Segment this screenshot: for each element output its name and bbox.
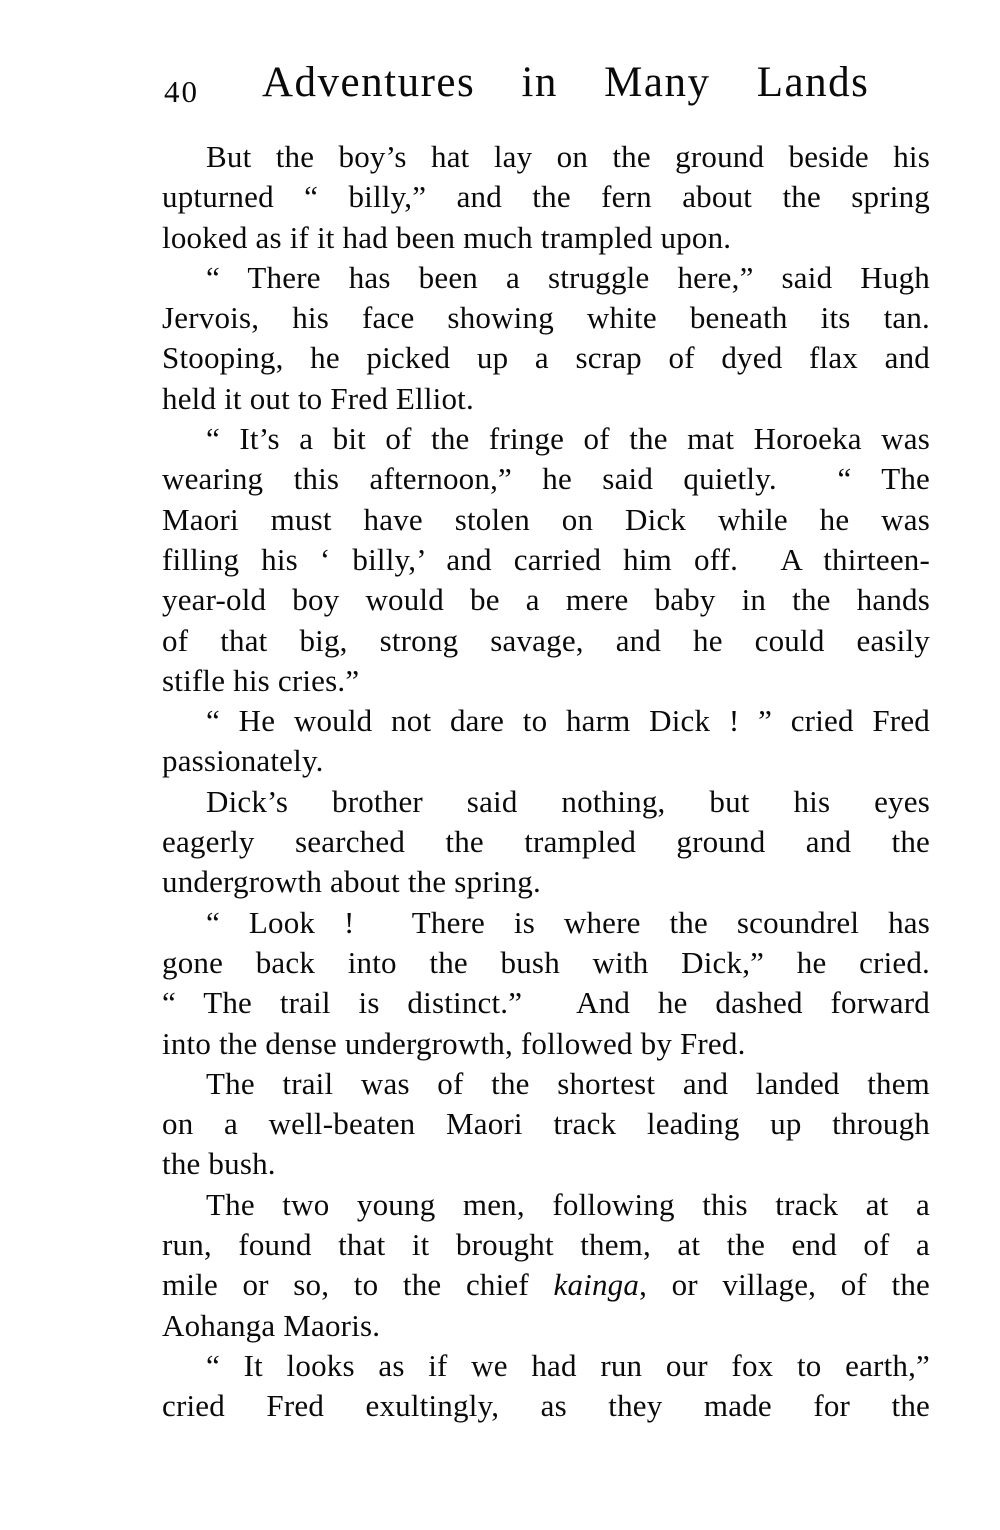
- text-line: [162, 419, 930, 459]
- text-line: [162, 338, 930, 378]
- text-run: on a well-beaten Maori track leading up through: [162, 1106, 930, 1142]
- text-run: of that big, strong savage, and he could easily: [162, 622, 930, 658]
- text-run: filling his ‘ billy,’ and carried him off. A thirteen-: [162, 541, 930, 577]
- text-line: [162, 1306, 930, 1346]
- text-line: [162, 782, 930, 822]
- text-run: wearing this afternoon,” he said quietly. “ The: [162, 461, 930, 497]
- text-line: [162, 1104, 930, 1144]
- text-line: [162, 137, 930, 177]
- text-line: [162, 1265, 930, 1305]
- text-line: [162, 862, 930, 902]
- text-run: Stooping, he picked up a scrap of dyed flax and: [162, 340, 930, 376]
- text-run: “ It’s a bit of the fringe of the mat Horoeka was: [206, 421, 930, 457]
- text-line: [162, 459, 930, 499]
- text-run: mile or so, to the chief: [162, 1267, 554, 1303]
- text-run: “ It looks as if we had run our fox to earth,”: [206, 1347, 930, 1383]
- text-run: looked as if it had been much trampled upon.: [162, 219, 732, 255]
- text-run: Maori must have stolen on Dick while he was: [162, 501, 930, 537]
- text-line: [162, 177, 930, 217]
- text-run: Jervois, his face showing white beneath its tan.: [162, 300, 930, 336]
- page-body: [162, 137, 930, 1427]
- running-title: Adventures in Many Lands: [262, 59, 870, 106]
- text-run: Dick’s brother said nothing, but his eyes: [206, 783, 930, 819]
- text-line: [162, 298, 930, 338]
- text-run: “ He would not dare to harm Dick ! ” cried Fred: [206, 703, 930, 739]
- text-line: [162, 379, 930, 419]
- text-run: held it out to Fred Elliot.: [162, 380, 474, 416]
- text-run: Aohanga Maoris.: [162, 1307, 381, 1343]
- text-line: [162, 218, 930, 258]
- text-run: The two young men, following this track at a: [206, 1186, 930, 1222]
- text-run: But the boy’s hat lay on the ground beside his: [206, 139, 930, 174]
- text-run: stifle his cries.”: [162, 662, 360, 698]
- text-run: eagerly searched the trampled ground and the: [162, 824, 930, 860]
- text-run: upturned “ billy,” and the fern about the spring: [162, 179, 930, 215]
- text-run: passionately.: [162, 743, 324, 779]
- text-line: [162, 701, 930, 741]
- text-run: cried Fred exultingly, as they made for the: [162, 1388, 930, 1424]
- text-line: [162, 1144, 930, 1184]
- text-line: [162, 621, 930, 661]
- text-line: [162, 741, 930, 781]
- page-header: [0, 0, 1000, 130]
- text-run: the bush.: [162, 1146, 276, 1182]
- text-run: “ There has been a struggle here,” said Hugh: [206, 259, 930, 295]
- text-run: “ Look ! There is where the scoundrel has: [206, 904, 930, 940]
- text-run: “ The trail is distinct.” And he dashed forward: [162, 985, 930, 1021]
- text-line: [162, 983, 930, 1023]
- text-line: [162, 1346, 930, 1386]
- text-run: run, found that it brought them, at the end of a: [162, 1227, 930, 1263]
- text-run: into the dense undergrowth, followed by Fred.: [162, 1025, 746, 1061]
- text-run: year-old boy would be a mere baby in the hands: [162, 582, 930, 618]
- text-line: [162, 1185, 930, 1225]
- text-line: [162, 943, 930, 983]
- text-line: [162, 822, 930, 862]
- text-line: [162, 1024, 930, 1064]
- text-line: [162, 903, 930, 943]
- text-line: [162, 1225, 930, 1265]
- text-run: The trail was of the shortest and landed them: [206, 1065, 930, 1101]
- text-line: [162, 258, 930, 298]
- text-line: [162, 661, 930, 701]
- page-number: 40: [164, 74, 199, 109]
- text-run: undergrowth about the spring.: [162, 864, 541, 900]
- text-line: [162, 1064, 930, 1104]
- text-line: [162, 1386, 930, 1426]
- text-line: [162, 580, 930, 620]
- text-run: gone back into the bush with Dick,” he cried.: [162, 944, 930, 980]
- italic-word: kainga: [553, 1267, 640, 1303]
- text-line: [162, 500, 930, 540]
- text-run: , or village, of the: [639, 1267, 930, 1303]
- text-line: [162, 540, 930, 580]
